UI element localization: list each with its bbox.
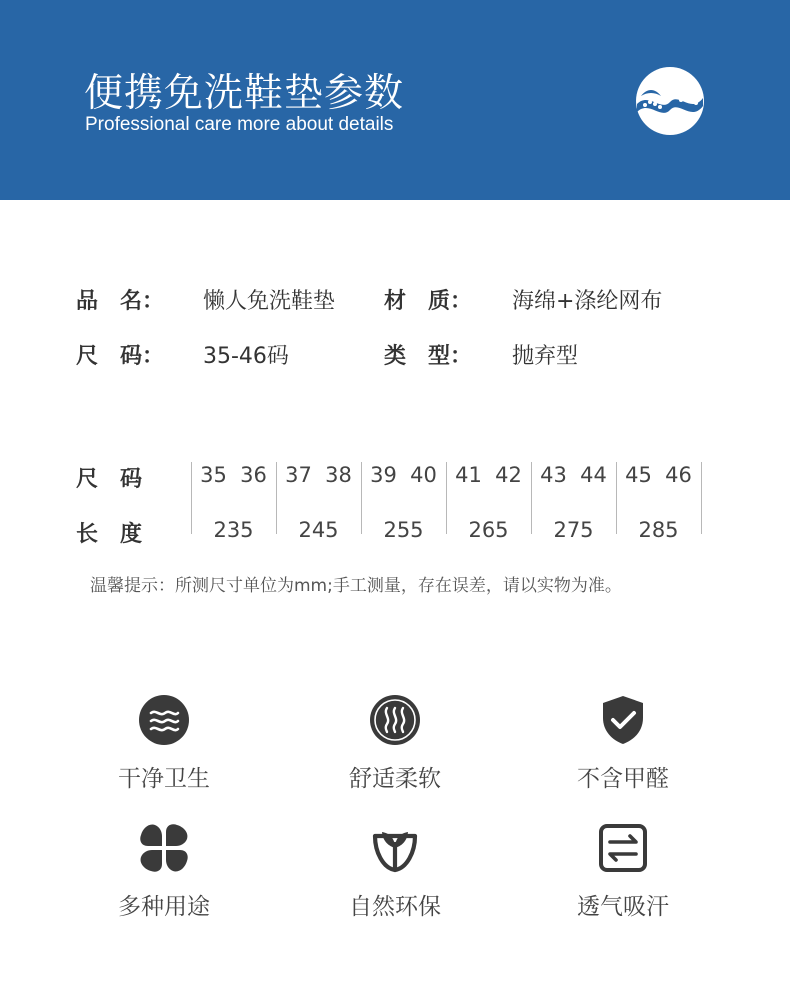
measurement-tip: 温馨提示：所测尺寸单位为mm;手工测量，存在误差，请以实物为准。 — [90, 576, 622, 596]
size-cell: 37 38 — [285, 463, 352, 487]
soft-waves-icon — [369, 694, 421, 746]
feature-clean — [84, 694, 244, 793]
spec-label: 类 型： — [384, 344, 473, 369]
feature-label: 自然环保 — [349, 894, 441, 920]
size-cell: 39 40 — [370, 463, 437, 487]
feature-multipurpose — [84, 822, 244, 921]
header-banner — [0, 0, 790, 200]
length-cell: 265 — [468, 518, 509, 542]
sprout-icon — [369, 822, 421, 874]
length-row-label: 长 度 — [76, 522, 143, 547]
exchange-arrows-icon — [597, 822, 649, 874]
length-cell: 235 — [213, 518, 254, 542]
spec-label: 尺 码： — [76, 344, 165, 369]
feature-label: 多种用途 — [118, 894, 210, 920]
wave-sole-logo-icon — [635, 66, 705, 136]
feature-label: 透气吸汗 — [577, 894, 669, 920]
column-divider — [701, 462, 702, 534]
spec-value: 海绵+涤纶网布 — [512, 289, 663, 314]
size-cell: 43 44 — [540, 463, 607, 487]
feature-comfort — [315, 694, 475, 793]
page-title: 便携免洗鞋垫参数 — [84, 71, 405, 116]
length-cell: 285 — [638, 518, 679, 542]
size-cell: 41 42 — [455, 463, 522, 487]
length-cell: 255 — [383, 518, 424, 542]
spec-label: 材 质： — [384, 289, 473, 314]
length-cell: 245 — [298, 518, 339, 542]
feature-label: 不含甲醛 — [577, 766, 669, 792]
spec-value: 35-46码 — [203, 344, 289, 369]
shield-check-icon — [597, 694, 649, 746]
size-row-label: 尺 码 — [76, 467, 143, 492]
spec-value: 抛弃型 — [512, 344, 579, 369]
feature-no-formaldehyde — [543, 694, 703, 793]
spec-value: 懒人免洗鞋垫 — [203, 289, 336, 314]
length-cell: 275 — [553, 518, 594, 542]
feature-label: 舒适柔软 — [349, 766, 441, 792]
size-cell: 35 36 — [200, 463, 267, 487]
feature-eco-friendly — [315, 822, 475, 921]
four-leaf-icon — [138, 822, 190, 874]
spec-label: 品 名： — [76, 289, 165, 314]
feature-label: 干净卫生 — [118, 766, 210, 792]
wave-lines-icon — [138, 694, 190, 746]
feature-breathable — [543, 822, 703, 921]
size-cell: 45 46 — [625, 463, 692, 487]
page-subtitle: Professional care more about details — [85, 114, 394, 135]
